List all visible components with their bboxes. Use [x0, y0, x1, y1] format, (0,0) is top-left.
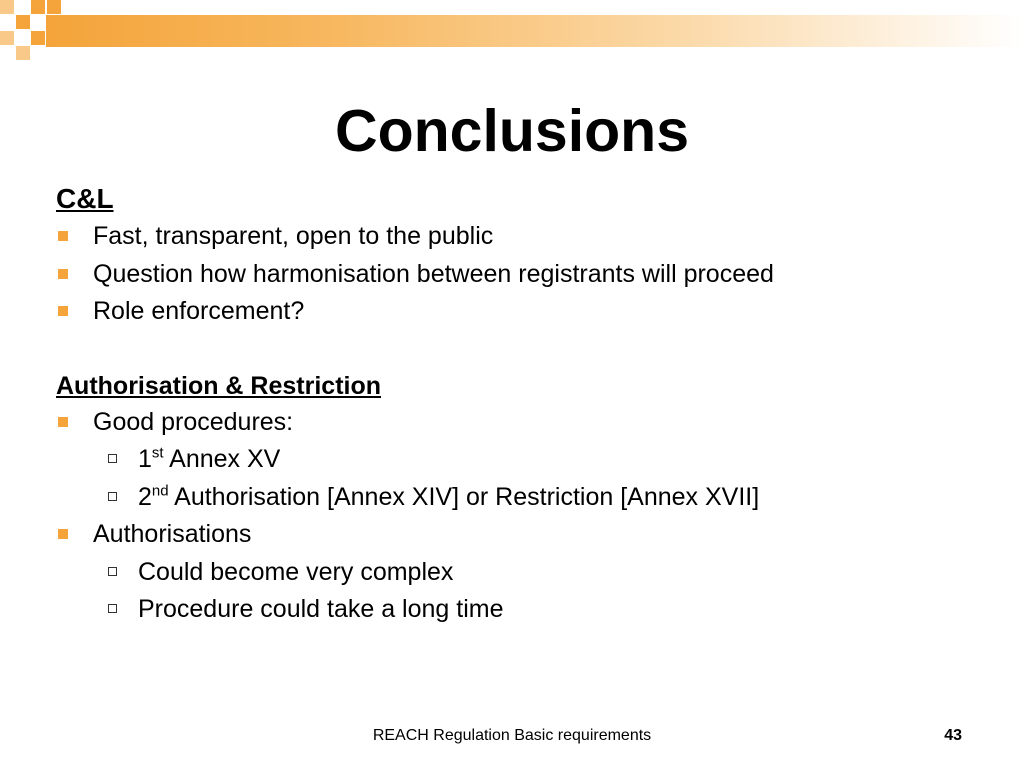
list-item-text: Authorisations — [93, 520, 252, 548]
sub-list-item — [93, 554, 996, 592]
list-item — [56, 218, 996, 256]
sub-list-item-text: Procedure could take a long time — [138, 595, 504, 623]
square-bullet-icon — [58, 269, 68, 279]
sub-list-item — [93, 591, 996, 629]
footer-text: REACH Regulation Basic requirements — [372, 727, 652, 744]
list-item — [56, 256, 996, 294]
sub-list-item-text: Authorisation [Annex XIV] or Restriction [Annex XVII] — [168, 482, 760, 511]
ordinal-number: 1 — [138, 445, 152, 473]
square-bullet-icon — [58, 529, 68, 539]
slide-content — [56, 180, 996, 629]
header-gradient-bar — [46, 15, 1024, 47]
list-item — [56, 404, 996, 517]
hollow-square-bullet-icon — [108, 604, 117, 613]
header-decor-square — [16, 15, 30, 29]
header-decor-square — [31, 31, 45, 45]
sub-list — [93, 441, 996, 516]
square-bullet-icon — [58, 306, 68, 316]
list-item-text: Question how harmonisation between registrants will proceed — [93, 259, 774, 288]
list-item-text: Role enforcement? — [93, 297, 305, 325]
section-heading-authorisation: Authorisation & Restriction — [56, 371, 382, 400]
slide-title: Conclusions — [334, 98, 690, 164]
sub-list-item-text: Annex XV — [163, 445, 281, 473]
hollow-square-bullet-icon — [108, 567, 117, 576]
sub-list-item-text: Could become very complex — [138, 557, 454, 586]
header-decor-square — [47, 0, 61, 14]
section-heading-cl: C&L — [56, 183, 114, 214]
cl-bullet-list — [56, 218, 996, 331]
header-decor-square — [0, 0, 14, 14]
sub-list-item — [93, 441, 996, 479]
list-item — [56, 293, 996, 331]
hollow-square-bullet-icon — [108, 492, 117, 501]
square-bullet-icon — [58, 231, 68, 241]
ordinal-suffix: st — [151, 444, 164, 462]
list-item-text: Good procedures: — [93, 407, 294, 436]
spacer — [56, 331, 996, 368]
hollow-square-bullet-icon — [108, 454, 117, 463]
ordinal-suffix: nd — [151, 482, 169, 500]
header-decor-square — [0, 31, 14, 45]
sub-list — [93, 554, 996, 629]
ordinal-number: 2 — [138, 482, 152, 511]
list-item-text: Fast, transparent, open to the public — [93, 222, 494, 250]
square-bullet-icon — [58, 417, 68, 427]
header-decor-square — [16, 46, 30, 60]
sub-list-item — [93, 479, 996, 517]
authorisation-bullet-list — [56, 404, 996, 629]
page-number: 43 — [944, 727, 962, 744]
header-decor-square — [31, 0, 45, 14]
list-item — [56, 516, 996, 629]
